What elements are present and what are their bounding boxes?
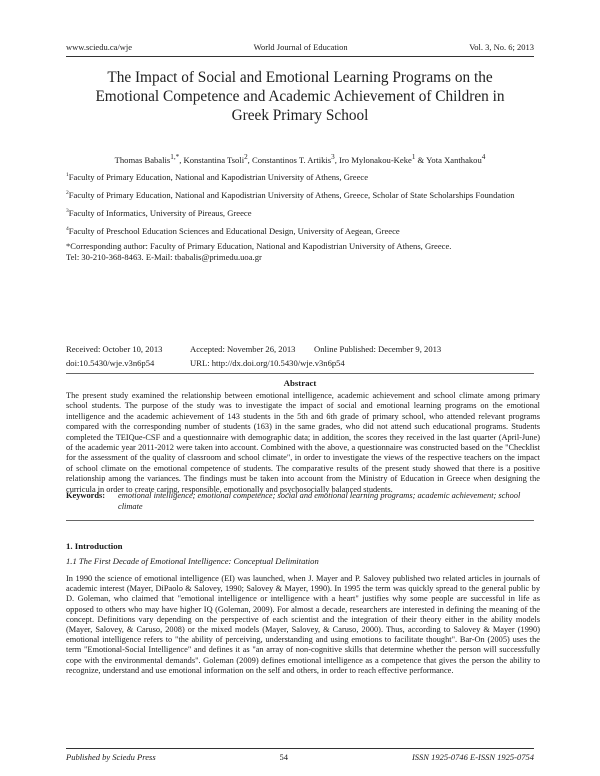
title-line: Greek Primary School	[231, 107, 369, 124]
correspondence: *Corresponding author: Faculty of Primary Education, National and Kapodistrian University of Athens, Greece. Tel: 30-210-368-8463. E-Mail: tbabalis@primedu.uoa.gr	[66, 241, 452, 263]
body-paragraph: In 1990 the science of emotional intelligence (EI) was launched, when J. Mayer and P. Salovey published two related articles in journals of academic interest (Mayer, DiPaolo & Salovey, 1990; Salovey & Mayer, 1990). In 1995 the term was quickly spread to the general public by D. Goleman, who claimed that "emotional intelligence or intelligence with a heart" justifies why some people are successful in life as opposed to others who may have higher IQ (Goleman, 2009). For almost a decade, researchers are interested in defining the meaning of the concept. Definitions vary depending on the perspective of each scientist and the integration of their theory either in the ability models (Mayer, Salovey, & Caruso, 2008) or the mixed models (Mayer, Salovey, & Caruso, 2000). Thus, according to Salovey & Mayer (1990) emotional intelligence refers to "the ability of perceiving, understanding and using emotions to facilitate thought". Bar-On (2005) uses the term "Emotional-Social Intelligence" and defines it as "an array of non-cognitive skills that determine whether the person will successfully cope with the environmental demands". Goleman (2009) defines emotional intelligence as a competence that gives the person the ability to recognize, understand and use emotional information on the self and others, in order to reach effective performance.	[66, 574, 540, 675]
journal-url[interactable]: www.sciedu.ca/wje	[66, 42, 133, 52]
doi-url[interactable]: URL: http://dx.doi.org/10.5430/wje.v3n6p54	[190, 358, 345, 368]
issn: ISSN 1925-0746 E-ISSN 1925-0754	[411, 752, 534, 762]
page-number: 54	[279, 752, 289, 762]
section-heading: 1. Introduction	[66, 541, 123, 551]
author: Iro Mylonakou-Keke$^1$	[339, 153, 416, 165]
keywords-label: Keywords:	[66, 491, 106, 500]
keywords	[66, 491, 540, 512]
author: Constantinos T. Artikis$^3$	[251, 153, 335, 165]
contact-info[interactable]: Tel: 30-210-368-8463. E-Mail: tbabalis@primedu.uoa.gr	[66, 252, 262, 263]
journal-name: World Journal of Education	[253, 42, 348, 52]
divider	[66, 373, 534, 374]
affiliation: $^4$Faculty of Preschool Education Sciences and Educational Design, University of Aegean, Greece	[66, 225, 400, 236]
keywords-text: emotional intelligence; emotional competence; social and emotional learning programs; academic achievement; school climate	[118, 491, 521, 511]
publication-dates	[66, 342, 441, 370]
doi[interactable]: doi:10.5430/wje.v3n6p54	[66, 358, 155, 368]
abstract-text: The present study examined the relationship between emotional intelligence, academic achievement and school climate among primary school students. The purpose of the study was to investigate the impact of social and emotional learning programs on the emotional intelligence and the academic achievement of 143 students in the 5th and 6th grade of primary school, who attended relevant programs compared with the corresponding number of students (163) in the same grades, who did not attend such educational programs. Students completed the TEIQue-CSF and a questionnaire with demographic data; in addition, the scores they received in the last quarter (April-June) of the academic year 2011-2012 were taken into account. Combined with the above, a questionnaire was constructed based on the "Checklist for the assessment of the quality of classroom and school climate", in order to investigate the views of the respective teachers on the impact of school climate on the emotional competence of students. The comparative results of the present study showed that there is a positive relationship among the variances. The findings must be taken into account from the Ministry of Education in Greece when designing the curricula in order to create caring, responsible, emotionally and psychosocially balanced students.	[66, 391, 540, 494]
author: Konstantina Tsoli$^2$	[183, 153, 248, 165]
running-header	[66, 42, 534, 52]
author: Yota Xanthakou$^4$	[426, 153, 486, 165]
abstract-heading: Abstract	[283, 378, 317, 388]
accepted-date: Accepted: November 26, 2013	[190, 344, 296, 354]
publisher: Published by Sciedu Press	[66, 752, 156, 762]
affiliation: $^2$Faculty of Primary Education, National and Kapodistrian University of Athens, Greece, Scholar of State Scholarships Foundation	[66, 189, 515, 200]
volume-info: Vol. 3, No. 6; 2013	[469, 42, 534, 52]
title-line: Emotional Competence and Academic Achievement of Children in	[95, 88, 505, 105]
affiliations	[66, 170, 540, 268]
paper-title	[70, 68, 530, 125]
affiliation: $^3$Faculty of Informatics, University of Pireaus, Greece	[66, 207, 252, 218]
header-rule	[66, 56, 534, 57]
footer-rule	[66, 748, 534, 749]
divider	[66, 520, 534, 521]
author-list: Thomas Babalis$^{1,*}$, Konstantina Tsoli$^2$, Constantinos T. Artikis$^3$, Iro Mylonakou-Keke$^1$ & Yota Xanthakou$^4$	[114, 153, 486, 165]
running-footer	[66, 752, 534, 762]
affiliation: $^1$Faculty of Primary Education, National and Kapodistrian University of Athens, Greece	[66, 171, 369, 182]
author: Thomas Babalis$^{1,*}$	[114, 153, 180, 165]
subsection-heading: 1.1 The First Decade of Emotional Intelligence: Conceptual Delimitation	[66, 556, 319, 566]
received-date: Received: October 10, 2013	[66, 344, 163, 354]
title-line: The Impact of Social and Emotional Learning Programs on the	[107, 69, 493, 86]
online-date: Online Published: December 9, 2013	[314, 344, 442, 354]
